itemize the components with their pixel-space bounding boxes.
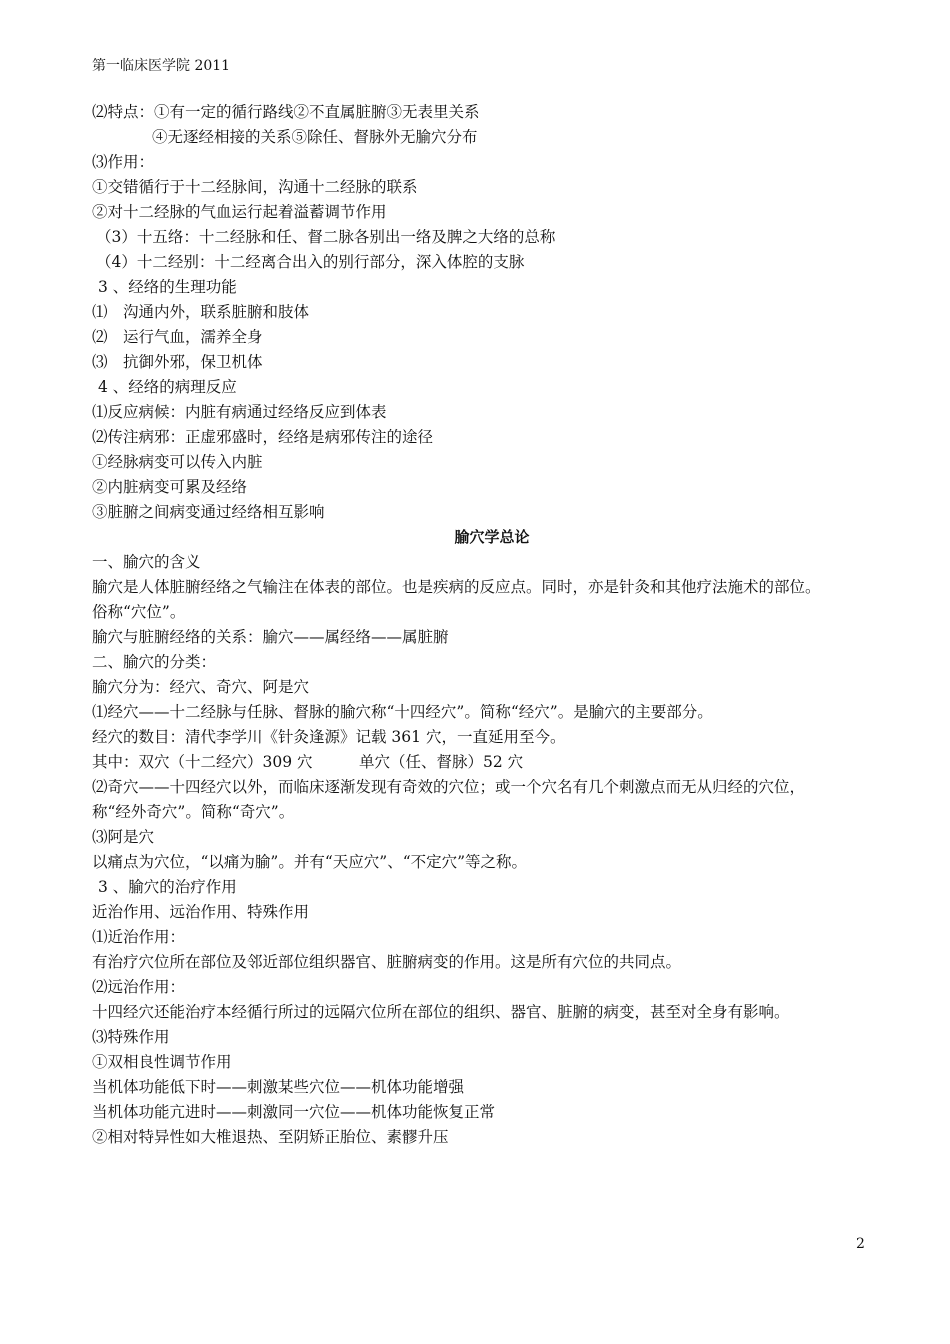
text-line: 当机体功能亢进时——刺激同一穴位——机体功能恢复正常 <box>92 1103 496 1121</box>
text-line: ②对十二经脉的气血运行起着溢蓄调节作用 <box>92 203 387 221</box>
text-line: ⑴经穴——十二经脉与任脉、督脉的腧穴称“十四经穴”。简称“经穴”。是腧穴的主要部分。 <box>92 703 713 721</box>
page-header: 第一临床医学院 2011 <box>92 58 231 74</box>
text-line: 有治疗穴位所在部位及邻近部位组织器官、脏腑病变的作用。这是所有穴位的共同点。 <box>92 953 682 971</box>
text-line: ①经脉病变可以传入内脏 <box>92 453 263 471</box>
text-line: 俗称“穴位”。 <box>92 603 186 621</box>
text-line: ⑵ 运行气血，濡养全身 <box>92 328 263 346</box>
text-line: 十四经穴还能治疗本经循行所过的远隔穴位所在部位的组织、器官、脏腑的病变，甚至对全身有影响。 <box>92 1003 790 1021</box>
text-line: 近治作用、远治作用、特殊作用 <box>92 903 310 921</box>
text-line: ④无逐经相接的关系⑤除任、督脉外无腧穴分布 <box>152 128 478 146</box>
text-line: ⑶作用： <box>92 153 155 171</box>
text-line: ⑴ 沟通内外，联系脏腑和肢体 <box>92 303 310 321</box>
text-line: ③脏腑之间病变通过经络相互影响 <box>92 503 325 521</box>
text-line: ②内脏病变可累及经络 <box>92 478 248 496</box>
text-line: ⑶阿是穴 <box>92 828 155 846</box>
text-line: ⑶特殊作用 <box>92 1028 170 1046</box>
text-line: 当机体功能低下时——刺激某些穴位——机体功能增强 <box>92 1078 465 1096</box>
text-line: ⑴近治作用： <box>92 928 186 946</box>
text-line: （3）十五络：十二经脉和任、督二脉各别出一络及脾之大络的总称 <box>96 228 556 246</box>
text-line: ⑶ 抗御外邪，保卫机体 <box>92 353 263 371</box>
text-line: ①双相良性调节作用 <box>92 1053 232 1071</box>
text-line: 腧穴分为：经穴、奇穴、阿是穴 <box>92 678 310 696</box>
text-line: ⑵特点：①有一定的循行路线②不直属脏腑③无表里关系 <box>92 103 480 121</box>
text-line: ⑵远治作用： <box>92 978 186 996</box>
text-line: 腧穴是人体脏腑经络之气输注在体表的部位。也是疾病的反应点。同时，亦是针灸和其他疗法施术的部位。 <box>92 578 821 596</box>
page-number: 2 <box>856 1236 865 1252</box>
text-line: 4 、经络的病理反应 <box>98 378 237 396</box>
text-line: 其中：双穴（十二经穴）309 穴 单穴（任、督脉）52 穴 <box>92 753 524 771</box>
text-line: 一、腧穴的含义 <box>92 553 201 571</box>
text-line: 以痛点为穴位，“以痛为腧”。并有“天应穴”、“不定穴”等之称。 <box>92 853 528 871</box>
text-line: 经穴的数目：清代李学川《针灸逢源》记载 361 穴，一直延用至今。 <box>92 728 566 746</box>
text-line: 3 、经络的生理功能 <box>98 278 237 296</box>
text-line: 称“经外奇穴”。简称“奇穴”。 <box>92 803 295 821</box>
text-line: ①交错循行于十二经脉间，沟通十二经脉的联系 <box>92 178 418 196</box>
text-line: 腧穴与脏腑经络的关系：腧穴——属经络——属脏腑 <box>92 628 449 646</box>
text-line: ⑵奇穴——十四经穴以外，而临床逐渐发现有奇效的穴位；或一个穴名有几个刺激点而无从归经的穴位， <box>92 778 806 796</box>
text-line: ⑵传注病邪：正虚邪盛时，经络是病邪传注的途径 <box>92 428 434 446</box>
section-title: 腧穴学总论 <box>454 528 530 546</box>
text-line: ②相对特异性如大椎退热、至阴矫正胎位、素髎升压 <box>92 1128 449 1146</box>
text-line: （4）十二经别：十二经离合出入的别行部分，深入体腔的支脉 <box>96 253 525 271</box>
document-body <box>92 100 892 1150</box>
text-line: 3 、腧穴的治疗作用 <box>98 878 237 896</box>
text-line: ⑴反应病候：内脏有病通过经络反应到体表 <box>92 403 387 421</box>
text-line: 二、腧穴的分类： <box>92 653 217 671</box>
